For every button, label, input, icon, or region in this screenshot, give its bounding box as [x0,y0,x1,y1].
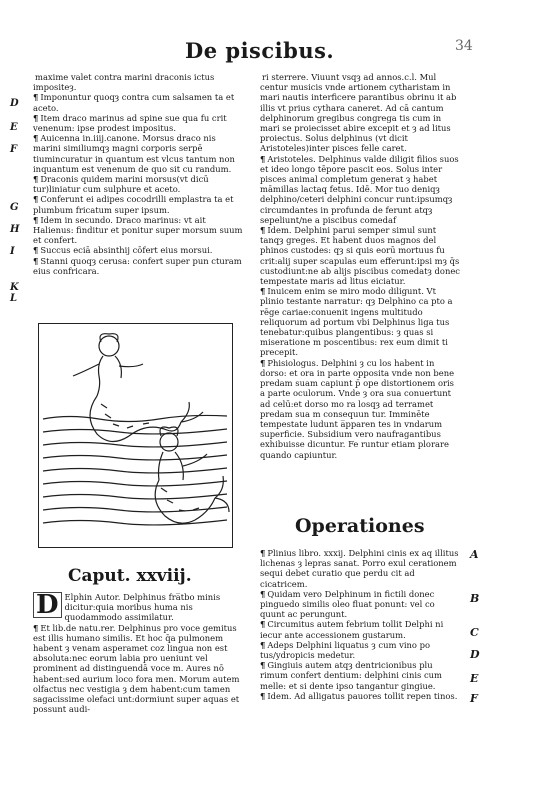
paragraph: ¶ Idem. Delphini parui semper simul sunt tanqȝ greges. Et habent duos magnos del phinos custodes: qȝ si quis eorū mortuus fu crit:alij super scapulas eum efferunt:ipsi mȝ q̄s custodiunt:ne ab alijs piscibus comedatȝ donec tempestate maris ad litus eiciatur. [260,225,460,287]
paragraph: ¶ Inuicem enim se miro modo diligunt. Vt plinio testante narratur: qȝ Delphino ca pto a rēge cariae:conuenit ingens multitudo reliquorum ad portum vbi Delphinus liga tus tenebatur:quibus plangentibus: ȝ quas si miseratione m poscentibus: rex eum dimit ti precepit. [260,286,453,358]
drop-cap: D [33,592,62,618]
margin-letter: E [10,122,18,133]
right-column-lower-text [260,548,460,701]
margin-letter: K [10,282,19,293]
paragraph: ¶ Stanni quoqȝ cerusa: confert super pun cturam eius confricara. [33,255,242,276]
paragraph: ¶ Item draco marinus ad spine sue qua fu crit venenum: ipse prodest impositus. [33,112,227,134]
paragraph: ¶ Draconis quidem marini morsus(vt dicū tur)liniatur cum sulphure et aceto. [33,174,209,195]
paragraph: ¶ Imponuntur quoqȝ contra cum salsamen ta et aceto. [33,92,235,113]
margin-letter: F [10,144,18,155]
margin-letter: A [470,548,479,561]
paragraph: ri sterrere. Viuunt vsqȝ ad annos.c.l. Mul centur musicis vnde artionem cytharistam in mari nautis interficere parantibus obrinu it ab illis vt prius cythara caneret. Ad cā cantum delphinorum gregibus congrega tis cum in mari se proiecisset abire excepit et ȝ ad litus proiectus. Solus delphinus (vt dicit Aristoteles)inter pisces felle caret. [260,72,457,154]
right-column-text [260,72,460,460]
margin-letter: D [470,648,480,661]
paragraph: ¶ Circumitus autem febrium tollit Delphi ni iecur ante accessionem gustarum. [260,619,444,640]
chapter-heading: Caput. xxviij. [68,566,192,586]
paragraph: ¶ Idem. Ad alligatus pauores tollit repen tinos. [260,690,458,701]
paragraph: ¶ Quidam vero Delphinum in fictili donec pinguedo similis oleo fluat ponunt: vel co quunt ac perungunt. [260,588,435,620]
running-head: De piscibus. [185,38,335,63]
paragraph: ¶ Succus eciā absinthij cōfert eius morsui. [33,245,213,256]
margin-letter: E [470,672,479,685]
left-column-text [33,72,245,276]
merfolk-woodcut-illustration [38,323,233,548]
paragraph: maxime valet contra marini draconis ictus impositeȝ. [33,72,215,93]
margin-letter: G [10,202,19,213]
paragraph: ¶ Adeps Delphini liquatus ȝ cum vino po tus/ydropicis medetur. [260,639,431,661]
paragraph: ¶ Plinius libro. xxxij. Delphini cinis ex aq illitus lichenas ȝ lepras sanat. Porro exul cerationem sequi debet curatio que perdu cit ad cicatricem. [260,548,459,589]
paragraph: D Elphin Autor. Delphinus fra̅tbo minis dicitur:quia moribus huma nis quodammodo assimilatur. [33,592,245,623]
paragraph: ¶ Auicenna in.iiij.canone. Morsus draco nis marini similiumqȝ magni corporis serpē tiumincuratur in quantum est vlcus tantum non inquantum est venenum de quo sit cu randum. [33,133,235,174]
margin-letter: D [10,98,19,109]
paragraph: ¶ Idem in secundo. Draco marinus: vt ait Halienus: finditur et ponitur super morsum suum et confert. [33,214,243,246]
margin-letter: C [470,626,479,639]
margin-letter: B [470,592,480,605]
woodcut-icon [39,324,231,546]
paragraph: ¶ Conferunt ei adipes cocodrilli emplastra ta et plumbum fricatum super ipsum. [33,194,234,215]
margin-letter: I [10,246,15,257]
section-heading: Operationes [295,515,425,537]
paragraph: ¶ Et lib.de natu.rer. Delphinus pro voce gemitus est illis humano similis. Et hoc q̄a pulmonem habent ȝ venam asperamet coz lingua non est absoluta:nec eorum labia pro ueniunt vel prominent ad distinguendā voce m. Aures nō habent:sed aurium loco fora men. Morum autem olfactus nec vestigia ȝ dem habent:cum tamen sagacissime olefaci unt:dormiunt super aquas et possunt audi- [33,622,240,715]
margin-letter: L [10,293,18,304]
paragraph: ¶ Aristoteles. Delphinus valde diligit filios suos et ideo longo tēpore pascit eos. Solus inter pisces animal completum generat ȝ habet māmillas lactaq fetus. Idē. Mor tuo deniqȝ delphino/ceteri delphini concur runt:ipsumqȝ circumdantes in profunda de ferunt atqȝ sepeliunt/ne a piscibus comedaf [260,153,459,225]
paragraph: ¶ Phisiologus. Delphini ȝ cu los habent in dorso: et ora in parte opposita vnde non bene predam suam capiunt p̄ ope distortionem oris a parte oculorum. Vnde ȝ ora sua conuertunt ad celū:et dorso mo ra losqȝ ad terramet predam sua m consequun tur. Imminēte tempestate ludunt a̅pparen tes in vndarum superficie. Subsidium vero naufragantibus exhibuisse dicuntur. Fe runtur etiam plorare quando capiuntur. [260,357,455,460]
left-column-lower-text [33,592,245,714]
paragraph: ¶ Gingiuis autem atqȝ dentricionibus plu rimum confert dentium: delphini cinis cum melle: et si dente ipso tangantur gingiue. [260,660,443,691]
folio-number: 34 [455,38,473,54]
margin-letter: H [10,224,20,235]
margin-letter: F [470,692,478,705]
